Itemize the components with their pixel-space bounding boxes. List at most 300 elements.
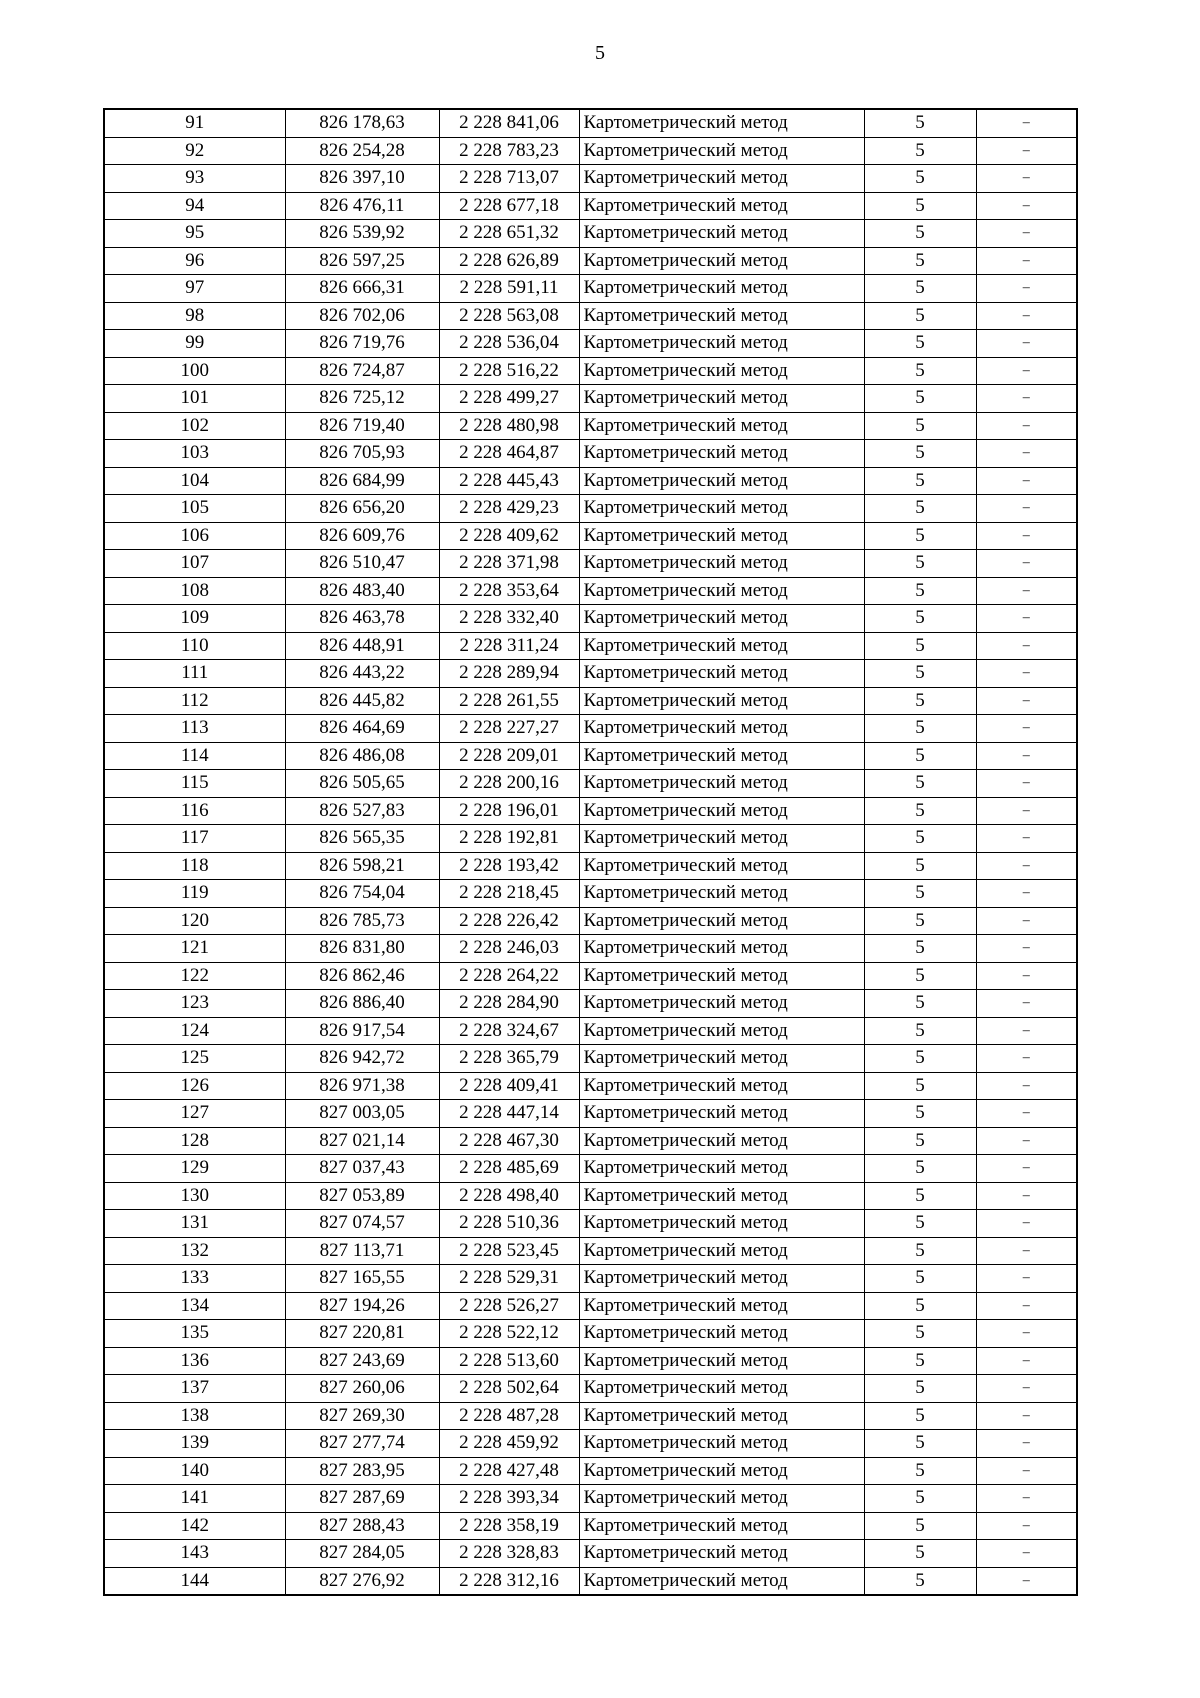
- note-cell: –: [976, 1045, 1077, 1073]
- table-row: [104, 687, 1077, 715]
- method-cell: Картометрический метод: [579, 1292, 864, 1320]
- x-coordinate-cell: 826 719,76: [285, 330, 439, 358]
- accuracy-cell: 5: [864, 1072, 976, 1100]
- method-cell: Картометрический метод: [579, 357, 864, 385]
- table-row: [104, 357, 1077, 385]
- note-cell: –: [976, 302, 1077, 330]
- method-cell: Картометрический метод: [579, 962, 864, 990]
- x-coordinate-cell: 826 684,99: [285, 467, 439, 495]
- accuracy-cell: 5: [864, 275, 976, 303]
- accuracy-cell: 5: [864, 632, 976, 660]
- point-number-cell: 101: [104, 385, 285, 413]
- point-number-cell: 136: [104, 1347, 285, 1375]
- table-row: [104, 990, 1077, 1018]
- method-cell: Картометрический метод: [579, 797, 864, 825]
- accuracy-cell: 5: [864, 220, 976, 248]
- table-row: [104, 907, 1077, 935]
- accuracy-cell: 5: [864, 247, 976, 275]
- y-coordinate-cell: 2 228 480,98: [439, 412, 579, 440]
- note-cell: –: [976, 1402, 1077, 1430]
- method-cell: Картометрический метод: [579, 247, 864, 275]
- point-number-cell: 122: [104, 962, 285, 990]
- x-coordinate-cell: 826 609,76: [285, 522, 439, 550]
- y-coordinate-cell: 2 228 226,42: [439, 907, 579, 935]
- y-coordinate-cell: 2 228 371,98: [439, 550, 579, 578]
- note-cell: –: [976, 1375, 1077, 1403]
- table-row: [104, 770, 1077, 798]
- method-cell: Картометрический метод: [579, 660, 864, 688]
- note-cell: –: [976, 1567, 1077, 1595]
- accuracy-cell: 5: [864, 1265, 976, 1293]
- point-number-cell: 141: [104, 1485, 285, 1513]
- y-coordinate-cell: 2 228 209,01: [439, 742, 579, 770]
- point-number-cell: 108: [104, 577, 285, 605]
- accuracy-cell: 5: [864, 907, 976, 935]
- y-coordinate-cell: 2 228 409,41: [439, 1072, 579, 1100]
- point-number-cell: 126: [104, 1072, 285, 1100]
- note-cell: –: [976, 275, 1077, 303]
- point-number-cell: 124: [104, 1017, 285, 1045]
- point-number-cell: 117: [104, 825, 285, 853]
- table-row: [104, 440, 1077, 468]
- y-coordinate-cell: 2 228 365,79: [439, 1045, 579, 1073]
- note-cell: –: [976, 109, 1077, 137]
- y-coordinate-cell: 2 228 841,06: [439, 109, 579, 137]
- x-coordinate-cell: 826 483,40: [285, 577, 439, 605]
- table-row: [104, 247, 1077, 275]
- method-cell: Картометрический метод: [579, 632, 864, 660]
- note-cell: –: [976, 605, 1077, 633]
- point-number-cell: 94: [104, 192, 285, 220]
- x-coordinate-cell: 827 283,95: [285, 1457, 439, 1485]
- table-row: [104, 1265, 1077, 1293]
- note-cell: –: [976, 742, 1077, 770]
- point-number-cell: 123: [104, 990, 285, 1018]
- table-row: [104, 192, 1077, 220]
- note-cell: –: [976, 247, 1077, 275]
- table-row: [104, 825, 1077, 853]
- accuracy-cell: 5: [864, 715, 976, 743]
- table-row: [104, 302, 1077, 330]
- method-cell: Картометрический метод: [579, 1100, 864, 1128]
- table-row: [104, 1100, 1077, 1128]
- method-cell: Картометрический метод: [579, 330, 864, 358]
- y-coordinate-cell: 2 228 358,19: [439, 1512, 579, 1540]
- y-coordinate-cell: 2 228 464,87: [439, 440, 579, 468]
- y-coordinate-cell: 2 228 289,94: [439, 660, 579, 688]
- method-cell: Картометрический метод: [579, 1127, 864, 1155]
- accuracy-cell: 5: [864, 412, 976, 440]
- method-cell: Картометрический метод: [579, 1182, 864, 1210]
- accuracy-cell: 5: [864, 825, 976, 853]
- accuracy-cell: 5: [864, 1210, 976, 1238]
- table-row: [104, 1457, 1077, 1485]
- y-coordinate-cell: 2 228 513,60: [439, 1347, 579, 1375]
- y-coordinate-cell: 2 228 459,92: [439, 1430, 579, 1458]
- point-number-cell: 144: [104, 1567, 285, 1595]
- accuracy-cell: 5: [864, 165, 976, 193]
- table-row: [104, 1045, 1077, 1073]
- table-row: [104, 1127, 1077, 1155]
- point-number-cell: 97: [104, 275, 285, 303]
- x-coordinate-cell: 827 074,57: [285, 1210, 439, 1238]
- table-row: [104, 962, 1077, 990]
- x-coordinate-cell: 827 003,05: [285, 1100, 439, 1128]
- y-coordinate-cell: 2 228 651,32: [439, 220, 579, 248]
- method-cell: Картометрический метод: [579, 1540, 864, 1568]
- method-cell: Картометрический метод: [579, 1155, 864, 1183]
- x-coordinate-cell: 826 463,78: [285, 605, 439, 633]
- method-cell: Картометрический метод: [579, 467, 864, 495]
- x-coordinate-cell: 826 527,83: [285, 797, 439, 825]
- accuracy-cell: 5: [864, 330, 976, 358]
- method-cell: Картометрический метод: [579, 1347, 864, 1375]
- note-cell: –: [976, 1540, 1077, 1568]
- point-number-cell: 128: [104, 1127, 285, 1155]
- point-number-cell: 113: [104, 715, 285, 743]
- y-coordinate-cell: 2 228 626,89: [439, 247, 579, 275]
- point-number-cell: 121: [104, 935, 285, 963]
- point-number-cell: 98: [104, 302, 285, 330]
- accuracy-cell: 5: [864, 577, 976, 605]
- y-coordinate-cell: 2 228 445,43: [439, 467, 579, 495]
- point-number-cell: 115: [104, 770, 285, 798]
- point-number-cell: 92: [104, 137, 285, 165]
- y-coordinate-cell: 2 228 677,18: [439, 192, 579, 220]
- accuracy-cell: 5: [864, 302, 976, 330]
- method-cell: Картометрический метод: [579, 550, 864, 578]
- note-cell: –: [976, 770, 1077, 798]
- note-cell: –: [976, 1430, 1077, 1458]
- method-cell: Картометрический метод: [579, 605, 864, 633]
- table-row: [104, 1210, 1077, 1238]
- accuracy-cell: 5: [864, 742, 976, 770]
- accuracy-cell: 5: [864, 687, 976, 715]
- note-cell: –: [976, 852, 1077, 880]
- x-coordinate-cell: 827 287,69: [285, 1485, 439, 1513]
- accuracy-cell: 5: [864, 852, 976, 880]
- x-coordinate-cell: 826 785,73: [285, 907, 439, 935]
- point-number-cell: 106: [104, 522, 285, 550]
- point-number-cell: 104: [104, 467, 285, 495]
- point-number-cell: 140: [104, 1457, 285, 1485]
- y-coordinate-cell: 2 228 284,90: [439, 990, 579, 1018]
- x-coordinate-cell: 826 464,69: [285, 715, 439, 743]
- accuracy-cell: 5: [864, 935, 976, 963]
- table-row: [104, 605, 1077, 633]
- y-coordinate-cell: 2 228 328,83: [439, 1540, 579, 1568]
- accuracy-cell: 5: [864, 1045, 976, 1073]
- method-cell: Картометрический метод: [579, 165, 864, 193]
- table-row: [104, 660, 1077, 688]
- y-coordinate-cell: 2 228 522,12: [439, 1320, 579, 1348]
- table-row: [104, 577, 1077, 605]
- method-cell: Картометрический метод: [579, 1210, 864, 1238]
- x-coordinate-cell: 827 269,30: [285, 1402, 439, 1430]
- x-coordinate-cell: 827 288,43: [285, 1512, 439, 1540]
- point-number-cell: 142: [104, 1512, 285, 1540]
- y-coordinate-cell: 2 228 353,64: [439, 577, 579, 605]
- table-row: [104, 1155, 1077, 1183]
- point-number-cell: 99: [104, 330, 285, 358]
- method-cell: Картометрический метод: [579, 522, 864, 550]
- note-cell: –: [976, 495, 1077, 523]
- x-coordinate-cell: 826 505,65: [285, 770, 439, 798]
- method-cell: Картометрический метод: [579, 852, 864, 880]
- note-cell: –: [976, 1265, 1077, 1293]
- table-row: [104, 1485, 1077, 1513]
- y-coordinate-cell: 2 228 485,69: [439, 1155, 579, 1183]
- point-number-cell: 112: [104, 687, 285, 715]
- method-cell: Картометрический метод: [579, 577, 864, 605]
- y-coordinate-cell: 2 228 529,31: [439, 1265, 579, 1293]
- accuracy-cell: 5: [864, 522, 976, 550]
- note-cell: –: [976, 467, 1077, 495]
- note-cell: –: [976, 1485, 1077, 1513]
- note-cell: –: [976, 577, 1077, 605]
- note-cell: –: [976, 1182, 1077, 1210]
- note-cell: –: [976, 990, 1077, 1018]
- point-number-cell: 127: [104, 1100, 285, 1128]
- coordinates-table-body: [104, 109, 1077, 1595]
- point-number-cell: 103: [104, 440, 285, 468]
- method-cell: Картометрический метод: [579, 412, 864, 440]
- accuracy-cell: 5: [864, 1155, 976, 1183]
- x-coordinate-cell: 827 021,14: [285, 1127, 439, 1155]
- method-cell: Картометрический метод: [579, 1072, 864, 1100]
- x-coordinate-cell: 826 397,10: [285, 165, 439, 193]
- accuracy-cell: 5: [864, 605, 976, 633]
- x-coordinate-cell: 827 243,69: [285, 1347, 439, 1375]
- y-coordinate-cell: 2 228 502,64: [439, 1375, 579, 1403]
- y-coordinate-cell: 2 228 427,48: [439, 1457, 579, 1485]
- accuracy-cell: 5: [864, 1485, 976, 1513]
- table-row: [104, 1292, 1077, 1320]
- accuracy-cell: 5: [864, 137, 976, 165]
- point-number-cell: 96: [104, 247, 285, 275]
- table-row: [104, 715, 1077, 743]
- x-coordinate-cell: 826 510,47: [285, 550, 439, 578]
- point-number-cell: 135: [104, 1320, 285, 1348]
- method-cell: Картометрический метод: [579, 1045, 864, 1073]
- method-cell: Картометрический метод: [579, 1375, 864, 1403]
- method-cell: Картометрический метод: [579, 1512, 864, 1540]
- table-row: [104, 330, 1077, 358]
- accuracy-cell: 5: [864, 1540, 976, 1568]
- coordinates-table: [103, 108, 1078, 1596]
- accuracy-cell: 5: [864, 1457, 976, 1485]
- method-cell: Картометрический метод: [579, 220, 864, 248]
- table-row: [104, 1347, 1077, 1375]
- y-coordinate-cell: 2 228 261,55: [439, 687, 579, 715]
- note-cell: –: [976, 1320, 1077, 1348]
- point-number-cell: 137: [104, 1375, 285, 1403]
- y-coordinate-cell: 2 228 264,22: [439, 962, 579, 990]
- y-coordinate-cell: 2 228 523,45: [439, 1237, 579, 1265]
- y-coordinate-cell: 2 228 332,40: [439, 605, 579, 633]
- y-coordinate-cell: 2 228 227,27: [439, 715, 579, 743]
- point-number-cell: 107: [104, 550, 285, 578]
- x-coordinate-cell: 826 666,31: [285, 275, 439, 303]
- y-coordinate-cell: 2 228 498,40: [439, 1182, 579, 1210]
- accuracy-cell: 5: [864, 495, 976, 523]
- accuracy-cell: 5: [864, 1347, 976, 1375]
- x-coordinate-cell: 826 971,38: [285, 1072, 439, 1100]
- accuracy-cell: 5: [864, 192, 976, 220]
- y-coordinate-cell: 2 228 467,30: [439, 1127, 579, 1155]
- note-cell: –: [976, 797, 1077, 825]
- method-cell: Картометрический метод: [579, 495, 864, 523]
- note-cell: –: [976, 1017, 1077, 1045]
- y-coordinate-cell: 2 228 193,42: [439, 852, 579, 880]
- table-row: [104, 935, 1077, 963]
- table-row: [104, 137, 1077, 165]
- method-cell: Картометрический метод: [579, 1457, 864, 1485]
- x-coordinate-cell: 827 284,05: [285, 1540, 439, 1568]
- table-row: [104, 550, 1077, 578]
- x-coordinate-cell: 826 597,25: [285, 247, 439, 275]
- y-coordinate-cell: 2 228 510,36: [439, 1210, 579, 1238]
- accuracy-cell: 5: [864, 1320, 976, 1348]
- method-cell: Картометрический метод: [579, 687, 864, 715]
- accuracy-cell: 5: [864, 1127, 976, 1155]
- x-coordinate-cell: 826 917,54: [285, 1017, 439, 1045]
- method-cell: Картометрический метод: [579, 907, 864, 935]
- x-coordinate-cell: 826 719,40: [285, 412, 439, 440]
- table-row: [104, 632, 1077, 660]
- y-coordinate-cell: 2 228 713,07: [439, 165, 579, 193]
- x-coordinate-cell: 827 277,74: [285, 1430, 439, 1458]
- method-cell: Картометрический метод: [579, 1265, 864, 1293]
- note-cell: –: [976, 550, 1077, 578]
- accuracy-cell: 5: [864, 770, 976, 798]
- x-coordinate-cell: 826 445,82: [285, 687, 439, 715]
- point-number-cell: 129: [104, 1155, 285, 1183]
- accuracy-cell: 5: [864, 1292, 976, 1320]
- accuracy-cell: 5: [864, 797, 976, 825]
- y-coordinate-cell: 2 228 783,23: [439, 137, 579, 165]
- method-cell: Картометрический метод: [579, 715, 864, 743]
- accuracy-cell: 5: [864, 880, 976, 908]
- point-number-cell: 118: [104, 852, 285, 880]
- x-coordinate-cell: 827 194,26: [285, 1292, 439, 1320]
- table-row: [104, 467, 1077, 495]
- table-row: [104, 1512, 1077, 1540]
- x-coordinate-cell: 827 037,43: [285, 1155, 439, 1183]
- point-number-cell: 120: [104, 907, 285, 935]
- x-coordinate-cell: 826 754,04: [285, 880, 439, 908]
- method-cell: Картометрический метод: [579, 302, 864, 330]
- accuracy-cell: 5: [864, 385, 976, 413]
- note-cell: –: [976, 137, 1077, 165]
- y-coordinate-cell: 2 228 218,45: [439, 880, 579, 908]
- point-number-cell: 114: [104, 742, 285, 770]
- table-row: [104, 1017, 1077, 1045]
- note-cell: –: [976, 935, 1077, 963]
- method-cell: Картометрический метод: [579, 1485, 864, 1513]
- note-cell: –: [976, 715, 1077, 743]
- table-row: [104, 1567, 1077, 1595]
- accuracy-cell: 5: [864, 1402, 976, 1430]
- table-row: [104, 1430, 1077, 1458]
- x-coordinate-cell: 826 565,35: [285, 825, 439, 853]
- x-coordinate-cell: 826 705,93: [285, 440, 439, 468]
- table-row: [104, 1237, 1077, 1265]
- point-number-cell: 131: [104, 1210, 285, 1238]
- note-cell: –: [976, 165, 1077, 193]
- note-cell: –: [976, 825, 1077, 853]
- point-number-cell: 102: [104, 412, 285, 440]
- point-number-cell: 95: [104, 220, 285, 248]
- note-cell: –: [976, 1210, 1077, 1238]
- x-coordinate-cell: 826 702,06: [285, 302, 439, 330]
- point-number-cell: 100: [104, 357, 285, 385]
- note-cell: –: [976, 220, 1077, 248]
- accuracy-cell: 5: [864, 1182, 976, 1210]
- table-row: [104, 275, 1077, 303]
- x-coordinate-cell: 826 942,72: [285, 1045, 439, 1073]
- point-number-cell: 130: [104, 1182, 285, 1210]
- y-coordinate-cell: 2 228 393,34: [439, 1485, 579, 1513]
- y-coordinate-cell: 2 228 591,11: [439, 275, 579, 303]
- table-row: [104, 385, 1077, 413]
- method-cell: Картометрический метод: [579, 192, 864, 220]
- x-coordinate-cell: 827 220,81: [285, 1320, 439, 1348]
- y-coordinate-cell: 2 228 196,01: [439, 797, 579, 825]
- note-cell: –: [976, 385, 1077, 413]
- x-coordinate-cell: 826 725,12: [285, 385, 439, 413]
- method-cell: Картометрический метод: [579, 742, 864, 770]
- accuracy-cell: 5: [864, 550, 976, 578]
- method-cell: Картометрический метод: [579, 1402, 864, 1430]
- x-coordinate-cell: 827 053,89: [285, 1182, 439, 1210]
- x-coordinate-cell: 826 831,80: [285, 935, 439, 963]
- y-coordinate-cell: 2 228 409,62: [439, 522, 579, 550]
- table-row: [104, 1072, 1077, 1100]
- note-cell: –: [976, 660, 1077, 688]
- page-number: 5: [595, 42, 605, 64]
- accuracy-cell: 5: [864, 990, 976, 1018]
- accuracy-cell: 5: [864, 467, 976, 495]
- table-row: [104, 797, 1077, 825]
- point-number-cell: 91: [104, 109, 285, 137]
- accuracy-cell: 5: [864, 1512, 976, 1540]
- method-cell: Картометрический метод: [579, 275, 864, 303]
- note-cell: –: [976, 907, 1077, 935]
- accuracy-cell: 5: [864, 660, 976, 688]
- note-cell: –: [976, 1155, 1077, 1183]
- y-coordinate-cell: 2 228 487,28: [439, 1402, 579, 1430]
- method-cell: Картометрический метод: [579, 1237, 864, 1265]
- note-cell: –: [976, 1072, 1077, 1100]
- y-coordinate-cell: 2 228 563,08: [439, 302, 579, 330]
- note-cell: –: [976, 1347, 1077, 1375]
- table-row: [104, 1182, 1077, 1210]
- x-coordinate-cell: 826 886,40: [285, 990, 439, 1018]
- y-coordinate-cell: 2 228 324,67: [439, 1017, 579, 1045]
- table-row: [104, 852, 1077, 880]
- table-row: [104, 220, 1077, 248]
- table-row: [104, 1375, 1077, 1403]
- table-row: [104, 495, 1077, 523]
- point-number-cell: 132: [104, 1237, 285, 1265]
- point-number-cell: 109: [104, 605, 285, 633]
- x-coordinate-cell: 826 862,46: [285, 962, 439, 990]
- method-cell: Картометрический метод: [579, 1567, 864, 1595]
- accuracy-cell: 5: [864, 1375, 976, 1403]
- method-cell: Картометрический метод: [579, 825, 864, 853]
- note-cell: –: [976, 440, 1077, 468]
